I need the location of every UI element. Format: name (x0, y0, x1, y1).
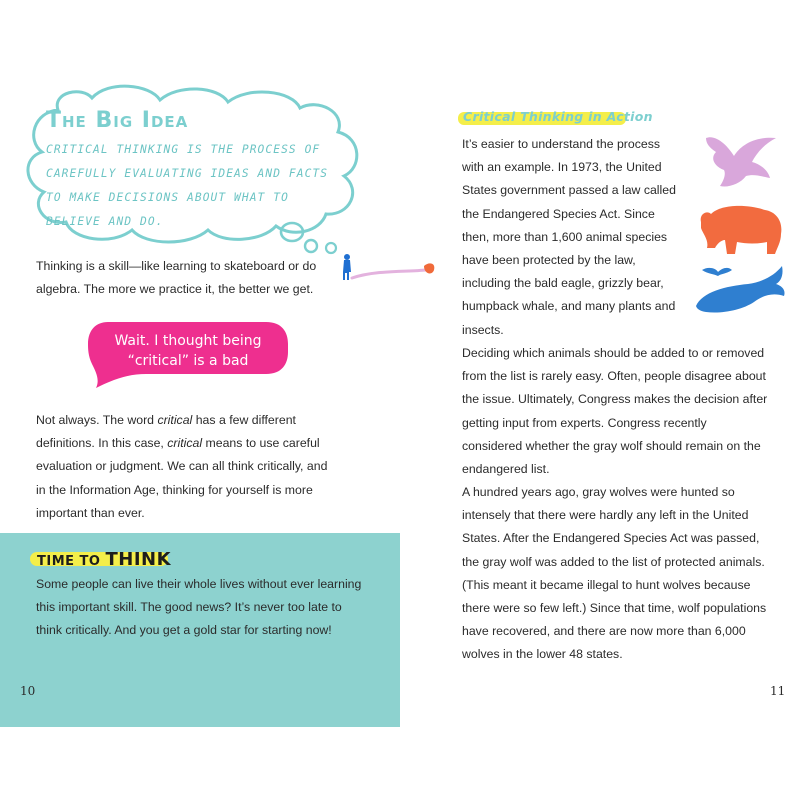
intro-paragraph: Thinking is a skill—like learning to skateboard or do algebra. The more we practice it, the better we get. (36, 259, 317, 297)
bubble-line-1: Wait. I thought being (114, 333, 262, 349)
emphasis-critical: critical (157, 413, 193, 427)
page-number-right: 11 (770, 684, 786, 698)
big-idea-definition: CRITICAL THINKING IS THE PROCESS OF CAREFULLY EVALUATING IDEAS AND FACTS TO MAKE DECISIONS ABOUT WHAT TO BELIEVE AND DO. (46, 143, 329, 228)
answer-paragraph: Not always. The word critical has a few different definitions. In this case, critical means to use careful evaluation or judgment. We can all think critically, and in the Information Age, thinking for yourself is more important than ever. (36, 413, 328, 520)
big-idea-title: The Big Idea (46, 108, 189, 133)
page-number-left: 10 (20, 684, 36, 698)
whale-icon (692, 262, 788, 318)
paragraph-2: Deciding which animals should be added to or removed from the list is rarely easy. Often, people disagree about the issue. Ultimately, Congress makes the decision after getting input from experts. Congress recently considered whether the gray wolf should remain on the endangered list. (462, 346, 768, 477)
bear-icon (695, 198, 787, 256)
bubble-line-2: “critical” is a bad thing. (127, 353, 249, 389)
child-illustration (336, 250, 442, 286)
bubble-text (108, 331, 268, 391)
paragraph-3: A hundred years ago, gray wolves were hunted so intensely that there were hardly any left in the United States. After the Endangered Species Act was passed, the gray wolf was added to the list of protected animals. (This meant it became illegal to hunt wolves because there were so few left.) Since that time, wolf populations have recovered, and there are now more than 6,000 wolves in the lower 48 states. (462, 485, 767, 662)
paragraph-1: It’s easier to understand the process with an example. In 1973, the United States government passed a law called the Endangered Species Act. Since then, more than 1,600 animal species have been protected by the law, including the bald eagle, grizzly bear, humpback whale, and many plants and insects. (462, 137, 676, 337)
eagle-icon (698, 130, 784, 192)
time-to-think-text: Some people can live their whole lives without ever learning this important skill. The good news? It’s never too late to think critically. And you get a gold star for starting now! (36, 577, 362, 638)
emphasis-critical-2: critical (167, 436, 203, 451)
time-to-think-title: TIME TO THINK (37, 549, 172, 570)
section-title: Critical Thinking in Action (463, 109, 653, 124)
